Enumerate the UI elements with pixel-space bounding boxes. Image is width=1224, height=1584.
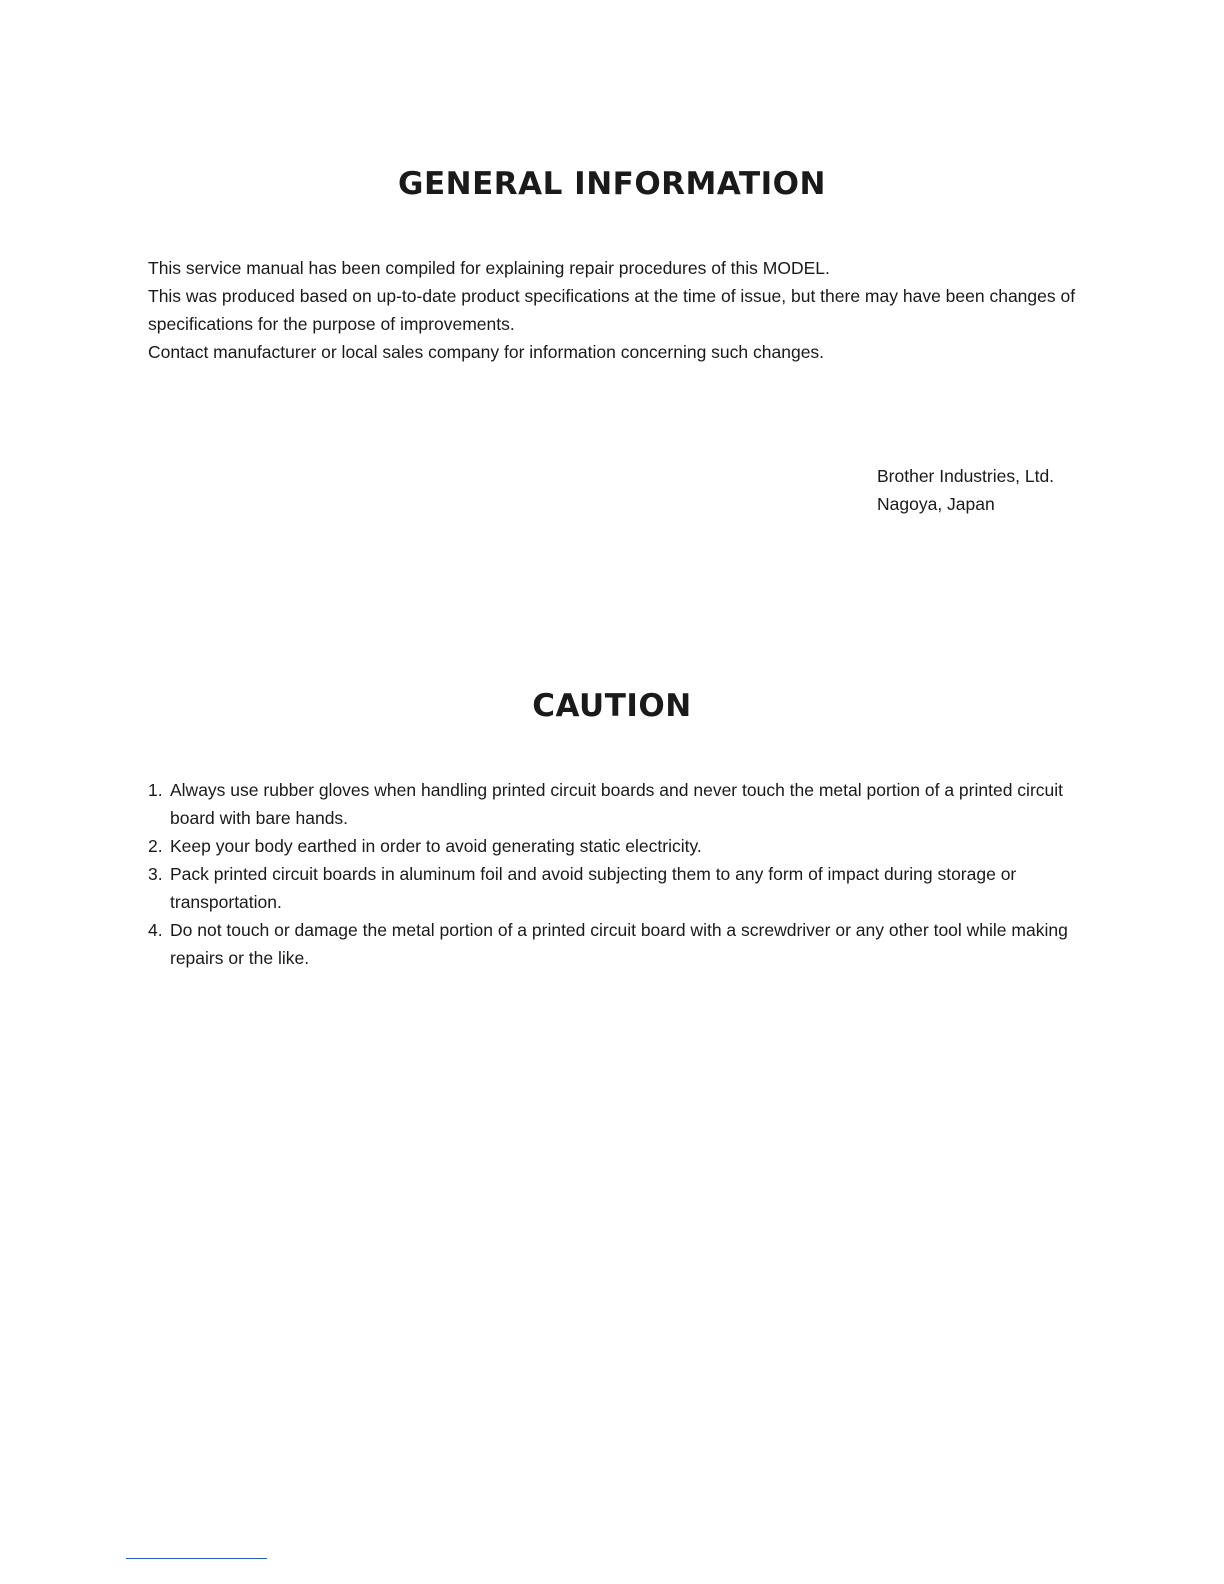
general-information-heading: GENERAL INFORMATION [398, 166, 826, 202]
general-information-body [148, 254, 1088, 366]
publisher-address [877, 462, 1054, 518]
caution-item [148, 832, 1088, 860]
caution-item-number: 3. [148, 864, 163, 884]
caution-item-number: 4. [148, 920, 163, 940]
general-information-paragraph: This was produced based on up-to-date product specifications at the time of issue, but there may have been changes of specifications for the purpose of improvements. [148, 286, 1076, 334]
general-information-paragraph: This service manual has been compiled for explaining repair procedures of this MODEL. [148, 258, 830, 278]
publisher-company: Brother Industries, Ltd. [877, 466, 1055, 486]
caution-item [148, 776, 1088, 832]
caution-list [148, 776, 1088, 972]
caution-item-text: Pack printed circuit boards in aluminum foil and avoid subjecting them to any form of impact during storage or transportation. [170, 864, 1017, 912]
caution-item-text: Do not touch or damage the metal portion of a printed circuit board with a screwdriver or any other tool while making repairs or the like. [170, 920, 1068, 968]
caution-item [148, 916, 1088, 972]
caution-item-text: Always use rubber gloves when handling printed circuit boards and never touch the metal portion of a printed circuit board with bare hands. [170, 780, 1064, 828]
caution-item-number: 2. [148, 836, 163, 856]
caution-heading: CAUTION [532, 688, 692, 724]
caution-item [148, 860, 1088, 916]
caution-item-text: Keep your body earthed in order to avoid generating static electricity. [170, 836, 702, 856]
caution-item-number: 1. [148, 780, 163, 800]
footer-rule [126, 1558, 267, 1559]
general-information-paragraph: Contact manufacturer or local sales company for information concerning such changes. [148, 342, 825, 362]
publisher-location: Nagoya, Japan [877, 494, 995, 514]
